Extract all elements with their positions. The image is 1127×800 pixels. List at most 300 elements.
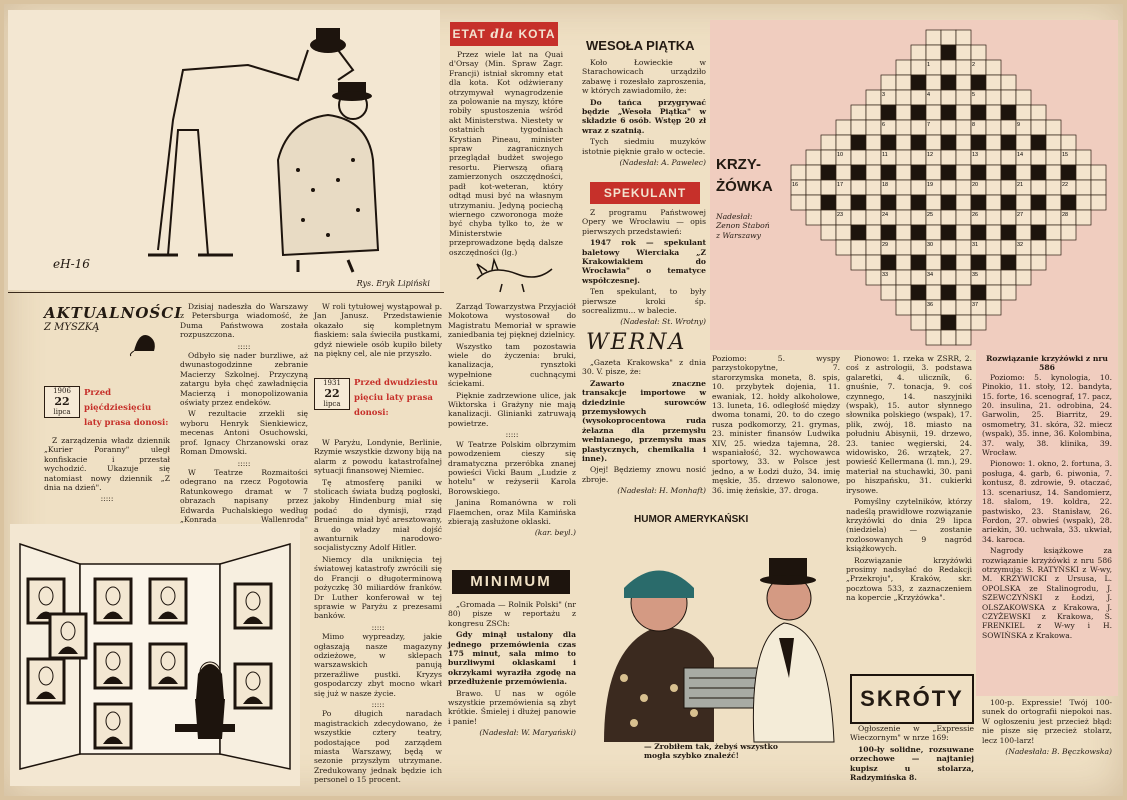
crossword-cell [836, 240, 851, 255]
crossword-cell [821, 195, 836, 210]
crossword-cell [1076, 165, 1091, 180]
crossword-cell [881, 195, 896, 210]
crossword-cell [1031, 225, 1046, 240]
crossword-cell [896, 300, 911, 315]
crossword-cell [956, 150, 971, 165]
crossword-cell [851, 255, 866, 270]
crossword-cell [926, 135, 941, 150]
crossword-cell [821, 135, 836, 150]
crossword-cell [896, 105, 911, 120]
crossword-cell [1046, 135, 1061, 150]
crossword-cell [896, 165, 911, 180]
crossword-cell [866, 255, 881, 270]
crossword-cell [926, 45, 941, 60]
crossword-cell [1061, 165, 1076, 180]
crossword-number: 20 [972, 182, 979, 188]
crossword-cell [821, 165, 836, 180]
cartoon-caption: Rys. Eryk Lipiński [356, 279, 430, 288]
wesola-text: Koło Łowieckie w Starachowicach urządziło zabawę i rozesłało zaproszenia, w których zawiadomiło, że: Do tańca przygrywać będzie „Wesoła Piątka" w składzie 6 osób. Wstęp 20 zł wraz z szatnią. Tych siedmiu muzyków istotnie pięknie grało w octecie. (Nadesłał: A. Pawelec) [582, 58, 706, 168]
crossword-cell [1031, 210, 1046, 225]
crossword-cell [911, 300, 926, 315]
crossword-cell [956, 255, 971, 270]
crossword-cell [986, 240, 1001, 255]
crossword-cell [896, 120, 911, 135]
crossword-cell [851, 165, 866, 180]
date-1931: 1931 22 lipca [314, 378, 350, 410]
crossword-cell [941, 270, 956, 285]
crossword-cell [911, 45, 926, 60]
crossword-cell [1031, 255, 1046, 270]
crossword-cell [911, 240, 926, 255]
crossword-cell [806, 165, 821, 180]
crossword-cell [956, 315, 971, 330]
crossword-cell [1091, 180, 1106, 195]
crossword-cell [956, 120, 971, 135]
crossword-number: 17 [837, 182, 844, 188]
crossword-cell [926, 165, 941, 180]
akt-text-3: W roli tytułowej wystąpował p. Jan Janusz. Przedstawienie okazało się kompletnym fiaskiem: sala świeciła pustkami, gdyż niewiele osób kupiło bilety na piękny cel, ale nie przyszło. [314, 302, 442, 359]
crossword-cell [1031, 150, 1046, 165]
crossword-cell [956, 210, 971, 225]
crossword-cell [971, 285, 986, 300]
crossword-cell [836, 120, 851, 135]
crossword-number: 26 [972, 212, 979, 218]
cat-drawing [472, 244, 562, 294]
crossword-cell [1031, 240, 1046, 255]
crossword-cell [956, 225, 971, 240]
crossword-number: 6 [882, 122, 886, 128]
crossword-cell [1001, 255, 1016, 270]
crossword-cell [1001, 75, 1016, 90]
akt-text-1: Z zarządzenia władz dziennik „Kurier Poranny" uległ konfiskacie i przestał wychodzić. Ukazuje się natomiast nowy dziennik „Z dnia na dzień". ::::: [44, 436, 170, 504]
crossword-cell [881, 255, 896, 270]
crossword-number: 32 [1017, 242, 1024, 248]
crossword-number: 12 [927, 152, 934, 158]
crossword-number: 9 [1017, 122, 1021, 128]
crossword-cell [956, 330, 971, 345]
crossword-cell [941, 225, 956, 240]
crossword-cell [956, 90, 971, 105]
crossword-cell [1001, 165, 1016, 180]
crossword-cell [881, 285, 896, 300]
crossword-cell [896, 195, 911, 210]
crossword-cell [866, 195, 881, 210]
crossword-cell [971, 105, 986, 120]
crossword-cell [911, 315, 926, 330]
crossword-cell [866, 165, 881, 180]
crossword-cell [896, 285, 911, 300]
head-1906: Przed pięćdziesięciu laty prasa donosi: [84, 388, 169, 428]
crossword-cell [971, 225, 986, 240]
crossword-cell [986, 210, 1001, 225]
crossword-number: 21 [1017, 182, 1024, 188]
crossword-cell [911, 270, 926, 285]
crossword-number: 1 [927, 62, 931, 68]
crossword-cell [1046, 165, 1061, 180]
crossword-cell [836, 225, 851, 240]
crossword-cell [821, 150, 836, 165]
crossword-cell [1076, 180, 1091, 195]
crossword-cell [836, 135, 851, 150]
crossword-cell [941, 210, 956, 225]
crossword-cell [956, 300, 971, 315]
crossword-number: 22 [1062, 182, 1069, 188]
crossword-cell [866, 210, 881, 225]
crossword-cell [911, 120, 926, 135]
crossword-number: 2 [972, 62, 976, 68]
crossword-cell [956, 165, 971, 180]
gallery-illustration [10, 524, 300, 786]
crossword-number: 11 [882, 152, 888, 158]
crossword-cell [926, 225, 941, 240]
crossword-cell [866, 240, 881, 255]
crossword-number: 7 [927, 122, 931, 128]
crossword-cell [866, 105, 881, 120]
crossword-cell [1016, 270, 1031, 285]
crossword-cell [1031, 165, 1046, 180]
crossword-cell [986, 285, 1001, 300]
crossword-cell [866, 135, 881, 150]
crossword-cell [926, 330, 941, 345]
crossword-number: 34 [927, 272, 934, 278]
crossword-cell [941, 315, 956, 330]
crossword-cell [1046, 195, 1061, 210]
clues-poziomo: Poziomo: 5. wyspy parzystokopytne, 7. starorzymska moneta, 8. spis, 10. przybytek dojenia, 11. ewaniak, 12. hołdy alkoholowe, 13. luneta, 16. odległość między dwoma tonami, 20. to do czego rusza podkomorzy, 21. grymas, 23. minister finansów Ludwika XIV, 25. wiedza tajemna, 28. wspaniałość, 32. wychowawca sportowy, 33. w Polsce jest jedno, a w Łodzi dużo, 34. imię męskie, 35. drzewo salonowe, 36. imię żeńskie, 37. droga. [712, 354, 840, 495]
humor-cartoon [584, 528, 844, 742]
crossword-cell [881, 225, 896, 240]
crossword-cell [941, 330, 956, 345]
crossword-cell [1031, 180, 1046, 195]
crossword-cell [986, 180, 1001, 195]
crossword-cell [851, 240, 866, 255]
crossword-cell [1001, 150, 1016, 165]
crossword-number: 37 [972, 302, 979, 308]
aktualnosci-header: AKTUALNOŚCI Z MYSZKĄ [44, 304, 164, 354]
crossword-cell [911, 60, 926, 75]
crossword-number: 24 [882, 212, 889, 218]
crossword-cell [896, 180, 911, 195]
crossword-cell [821, 225, 836, 240]
crossword-number: 3 [882, 92, 886, 98]
crossword-cell [1046, 120, 1061, 135]
crossword-cell [1046, 225, 1061, 240]
crossword-cell [956, 75, 971, 90]
crossword-number: 5 [972, 92, 976, 98]
crossword-cell [1076, 150, 1091, 165]
skroty-title: SKRÓTY [850, 674, 974, 724]
crossword-cell [1016, 225, 1031, 240]
crossword-cell [971, 165, 986, 180]
crossword-cell [911, 75, 926, 90]
crossword-cell [926, 315, 941, 330]
crossword-number: 13 [972, 152, 979, 158]
crossword-cell [851, 225, 866, 240]
crossword-cell [911, 195, 926, 210]
crossword-cell [1046, 210, 1061, 225]
crossword-cell [896, 255, 911, 270]
crossword-cell [941, 240, 956, 255]
crossword-cell [1091, 195, 1106, 210]
crossword-cell [941, 75, 956, 90]
crossword-cell [941, 60, 956, 75]
crossword-cell [896, 210, 911, 225]
crossword-number: 36 [927, 302, 934, 308]
crossword-cell [806, 210, 821, 225]
crossword-cell [1061, 135, 1076, 150]
crossword-cell [956, 270, 971, 285]
crossword-cell [911, 210, 926, 225]
crossword-cell [1001, 210, 1016, 225]
crossword-cell [836, 195, 851, 210]
crossword-cell [926, 105, 941, 120]
crossword-cell [1091, 165, 1106, 180]
crossword-cell [866, 270, 881, 285]
crossword-cell [986, 165, 1001, 180]
crossword-cell [1001, 105, 1016, 120]
crossword-cell [926, 30, 941, 45]
crossword-cell [926, 75, 941, 90]
crossword-number: 35 [972, 272, 979, 278]
crossword-cell [941, 195, 956, 210]
crossword-cell [866, 225, 881, 240]
crossword-cell [881, 105, 896, 120]
crossword-number: 33 [882, 272, 889, 278]
crossword-cell [791, 195, 806, 210]
crossword-number: 30 [927, 242, 934, 248]
akt-text-4: W Paryżu, Londynie, Berlinie, Rzymie wszystkie dzwony biją na alarm z powodu katastrofalnej sytuacji finansowej Niemiec. Tę atmosferę paniki w stolicach świata budzą pogłoski, jakoby Hindenburg miał się podać do dymisji, rząd Brueninga miał być aresztowany, a do władzy miał dojść awanturnik narodowo-socjalistyczny Adolf Hitler. Niemcy dla uniknięcia tej światowej katastrofy zwrócili się do Francji o długoterminową pożyczkę 30 miliardów franków. Dr Luther konferował w tej sprawie w Paryżu z prezesami banków. ::::: Mimo wypreadzy, jakie ogłaszają nasze magazyny odzieżowe, w sklepach warszawskich panują przeraźliwe pustki. Kryzys gospodarczy zbyt mocno wkarł się już w nasze życie. ::::: Po długich naradach magistrackich zdecydowano, że wszystkie cztery teatry, podostające pod zarządem miasta Warszawy, będą w sezonie przyszłym utrzymane. Zredukowany jednak będzie ich personel o 15 procent. [314, 438, 442, 785]
crossword-cell [1001, 195, 1016, 210]
crossword-cell [986, 150, 1001, 165]
crossword-cell [1001, 120, 1016, 135]
crossword-cell [986, 105, 1001, 120]
crossword-cell [1046, 240, 1061, 255]
crossword-cell [971, 45, 986, 60]
crossword-cell [941, 150, 956, 165]
crossword-cell [851, 150, 866, 165]
crossword-grid[interactable] [789, 28, 1109, 343]
crossword-cell [911, 285, 926, 300]
crossword-cell [896, 270, 911, 285]
crossword-cell [1016, 195, 1031, 210]
clues-pionowo: Pionowo: 1. rzeka w ZSRR, 2. coś z astrologii, 3. podstawa galaretki, 4. uliczník, 6. gnuśnie, 7. tonacja, 9. coś czynnego, 14. naszyjniki (wspak), 15. autor słynnego słownika polskiego (wspak), 17. plik, zwój, 18. miasto na południu Abisynii, 19. drzewo, 23. taniec węgierski, 24. widowisko, 26. wrzątek, 27. powieść Kellermana (l. mn.), 29. materiał na stuchawki, 30. pani po hiszpańsku, 31. cukierki irysowe. Pomyślny czytelników, którzy nadeślą prawidłowe rozwiązanie krzyżówki do dnia 29 lipca (niedziela) — zostanie rozlosowanych 9 nagród książkowych. Rozwiązanie krzyżówki prosimy nadsyłać do Redakcji „Przekroju", Kraków, skr. pocztowa 533, z zaznaczeniem na kopercie „Krzyżówka". [846, 354, 972, 603]
crossword-cell [911, 150, 926, 165]
crossword-cell [1031, 135, 1046, 150]
crossword-cell [851, 180, 866, 195]
crossword-cell [986, 270, 1001, 285]
crossword-cell [1031, 120, 1046, 135]
mouse-icon [129, 326, 159, 356]
crossword-cell [1061, 195, 1076, 210]
crossword-cell [941, 120, 956, 135]
crossword-cell [986, 300, 1001, 315]
crossword-cell [896, 60, 911, 75]
humor-title: HUMOR AMERYKAŃSKI [634, 514, 749, 525]
crossword-cell [956, 240, 971, 255]
crossword-cell [986, 135, 1001, 150]
cartoon-signature: eH-16 [53, 257, 90, 271]
crossword-cell [1016, 105, 1031, 120]
crossword-cell [1001, 270, 1016, 285]
crossword-cell [956, 135, 971, 150]
crossword-cell [911, 105, 926, 120]
crossword-cell [911, 165, 926, 180]
crossword-cell [941, 255, 956, 270]
crossword-cell [1001, 135, 1016, 150]
werna-title: WERNA [586, 330, 687, 355]
crossword-cell [1076, 195, 1091, 210]
crossword-cell [851, 210, 866, 225]
crossword-cell [926, 285, 941, 300]
crossword-cell [941, 165, 956, 180]
crossword-cell [971, 195, 986, 210]
wesola-title: WESOŁA PIĄTKA [586, 38, 695, 53]
crossword-number: 19 [927, 182, 934, 188]
crossword-cell [1046, 150, 1061, 165]
akt-text-5: Zarząd Towarzystwa Przyjaciół Mokotowa wystosował do Magistratu Memoriał w sprawie zaniedbania tej pięknej dzielnicy. Wszystko tam pozostawia wiele do życzenia: bruki, kanalizacja, rynsztoki wypełnione cuchnącymi ściekami. Pięknie zadrzewione ulice, jak Wiktorska i Grażyny nie mają kanalizacji. Glinianki zatruwają powietrze. ::::: W Teatrze Polskim olbrzymim powodzeniem cieszy się dramatyczna przeróbka znanej powieści Vicki Baum „Ludzie z hotelu" w reżyserii Karola Borowskiego. Janina Romanówna w roli Flaemchen, oraz Mila Kamińska zbierają zasłużone oklaski. (kar. beyl.) [448, 302, 576, 538]
head-1931: Przed dwudziestu pięciu laty prasa donosi: [354, 378, 438, 418]
cartoon-lipinski [8, 10, 440, 290]
crossword-number: 18 [882, 182, 889, 188]
crossword-cell [911, 135, 926, 150]
crossword-cell [941, 285, 956, 300]
crossword-cell [986, 225, 1001, 240]
werna-text: „Gazeta Krakowska" z dnia 30. V. pisze, że: Zawarto znaczne transakcje importowe w dziedzinie surowców przemysłowych (wysokoprocentowa ruda żelazna dla przemysłu wełnianego, przemysłu mas plastycznych, chemikalia i inne). Ojej! Będziemy znowu nosić zbroje. (Nadesłał: H. Monhaft) [582, 358, 706, 496]
crossword-cell [851, 120, 866, 135]
crossword-cell [1016, 165, 1031, 180]
crossword-cell [911, 90, 926, 105]
divider [8, 292, 444, 293]
crossword-cell [986, 120, 1001, 135]
crossword-number: 4 [927, 92, 931, 98]
crossword-cell [1046, 180, 1061, 195]
crossword-cell [896, 150, 911, 165]
crossword-cell [926, 255, 941, 270]
crossword-cell [1016, 255, 1031, 270]
spekulant-text: Z programu Państwowej Opery we Wrocławiu — opis pierwszych przedstawień: 1947 rok — spekulant baletowy Wierciaka „Z Krakowiakiem do Wrocławia" o tematyce współczesnej. Ten spekulant, to były pierwsze kroki śp. socrealizmu... w balecie. (Nadesłał: St. Wrotny) [582, 208, 706, 327]
crossword-cell [986, 60, 1001, 75]
crossword-number: 28 [1062, 212, 1069, 218]
crossword-cell [956, 285, 971, 300]
crossword-cell [941, 180, 956, 195]
solution-text: Rozwiązanie krzyżówki z nru 586 Poziomo: 5. kynologia, 10. Pinokio, 11. stoły, 12. bandyta, 15. forte, 16. scenograf, 17. pacz, 20. insulina, 21. odrobina, 24. Garwolin, 25. Biarritz, 29. osmometry, 31. skóra, 32. miecz (wspak), 35. inne, 36. Kolombina, 37. waly, 38. klinika, 39. Wrocław. Pionowo: 1. okno, 2. fortuna, 3. posługa, 4. garb, 6. piwonia, 7. kontusz, 8. zdrowie, 9. otaczać, 13. scenariusz, 14. Sandomierz, 18. słalom, 19. koldra, 22. pastwisko, 23. Stanisław, 26. Fordon, 27. obwieś (wspak), 28. ariekin, 30. uchwała, 33. ukwiał, 34. karoca. Nagrody książkowe za rozwiązanie krzyżówki z nru 586 otrzymują: S. RATYŃSKI z W-wy, M. KRZYWICKI z Ursusa, L. OPOLSKA ze Stalinogrodu, J. SZEWCZYŃSKI z Łodzi, J. OLSZAKOWSKA z Krakowa, J. CZYŻEWSKI z Krakowa, S. FRENKIEL z W-wy i H. SOWIŃSKA z Krakowa. [982, 354, 1112, 640]
crossword-cell [971, 75, 986, 90]
crossword-sender: Nadesłał: Zenon Staboń z Warszawy [716, 212, 770, 240]
crossword-cell [971, 255, 986, 270]
crossword-title: KRZY- ŻÓWKA [716, 156, 773, 195]
crossword-cell [956, 30, 971, 45]
humor-caption: — Zrobiłem tak, żebyś wszystko mogła szybko znaleźć! [644, 742, 778, 761]
crossword-cell [1001, 240, 1016, 255]
crossword-cell [911, 180, 926, 195]
crossword-number: 14 [1017, 152, 1024, 158]
cartoon-illustration [8, 10, 440, 280]
crossword-cell [956, 180, 971, 195]
crossword-cell [866, 120, 881, 135]
newspaper-page [4, 4, 1123, 796]
crossword-number: 23 [837, 212, 844, 218]
crossword-cell [806, 195, 821, 210]
date-1906: 1906 22 lipca [44, 386, 80, 418]
spekulant-title: SPEKULANT [590, 182, 700, 204]
crossword-cell [836, 165, 851, 180]
crossword-cell [896, 225, 911, 240]
crossword-cell [806, 180, 821, 195]
crossword-cell [881, 165, 896, 180]
crossword-cell [1031, 195, 1046, 210]
crossword-cell [881, 135, 896, 150]
humor-illustration [584, 528, 844, 742]
crossword-cell [1031, 105, 1046, 120]
crossword-cell [941, 45, 956, 60]
crossword-number: 31 [972, 242, 979, 248]
crossword-cell [941, 90, 956, 105]
skroty-text: Ogłoszenie w „Expressie Wieczornym" w nrze 169: 100-ły solidne, rozsuwane orzechowe — najtaniej kupisz u stolarza, Radzymińska 8. [850, 724, 974, 783]
crossword-cell [851, 195, 866, 210]
crossword-cell [911, 255, 926, 270]
crossword-cell [851, 135, 866, 150]
crossword-cell [956, 60, 971, 75]
gallery-cartoon [10, 524, 300, 786]
crossword-cell [866, 90, 881, 105]
minimum-text: „Gromada — Rolnik Polski" (nr 80) pisze w reportażu z kongresu ZSCh: Gdy minął ustalony dla jednego przemówienia czas 175 minut, sala mimo to burzliwymi oklaskami i okrzykami wyraziła zgodę na przedłużenie przemówienia. Brawo. U nas w ogóle wszystkie przemówienia są zbyt krótkie. Śmielej i dłużej panowie i panie! (Nadesłał: W. Maryański) [448, 600, 576, 738]
crossword-cell [866, 180, 881, 195]
etat-title: ETAT dla KOTA [450, 22, 558, 46]
crossword-cell [1076, 210, 1091, 225]
crossword-cell [1001, 225, 1016, 240]
crossword-cell [1001, 90, 1016, 105]
crossword-cell [896, 135, 911, 150]
etat-text: Przez wiele lat na Quai d'Orsay (Min. Spraw Zagr. Francji) istniał skromny etat dla kota. Kot odżwierany otrzymywał wynagrodzenie za polowanie na myszy, które robiły spustoszenia wśród akt Ministerstwa. Niestety w ostatnich tygodniach Krystian Pineau, minister spraw zagranicznych przeglądał budżet swojego resortu. Pierwszą ofiarą zamierzonych oszczędności, padł kot-weteran, który odtąd musi być na własnym utrzymaniu. Jedyną pociechą wiernego czworonoga może być chyba tylko to, że w Ministerstwie przeprowadzone będą dalsze oszczędności (lg.) [449, 50, 563, 257]
crossword-cell [986, 255, 1001, 270]
crossword-cell [956, 105, 971, 120]
crossword-cell [941, 135, 956, 150]
skroty-text-2: 100-p. Expressie! Twój 100-sunek do ortografii niepokoi nas. W ogłoszeniu jest przecież błąd: nie pisze się przecież stolarz, lecz 100-larz! (Nadesłała: B. Bęczkowska) [982, 698, 1112, 757]
crossword-number: 29 [882, 242, 889, 248]
crossword-cell [971, 315, 986, 330]
crossword-cell [986, 195, 1001, 210]
crossword-number: 15 [1062, 152, 1069, 158]
crossword-cell [941, 30, 956, 45]
crossword-cell [1001, 180, 1016, 195]
crossword-cell [806, 150, 821, 165]
minimum-title: MINIMUM [452, 570, 570, 594]
crossword-cell [821, 180, 836, 195]
crossword-cell [821, 210, 836, 225]
crossword-number: 10 [837, 152, 844, 158]
akt-text-2: Dzisiaj nadeszła do Warszawy z Petersburga wiadomość, że Duma Państwowa została rozpuszczona. ::::: Odbyło się nader burzliwe, aż dwunastogodzinne zebranie Macierzy Szkolnej. Przyczyną zatargu była chęć zawładnięcia Macierzą i monopolizowania oświaty przez endeków. W rezultacie zrzekli się wyboru Henryk Sienkiewicz, mecenas Antoni Osuchowski, prof. Ignacy Chrzanowski oraz Roman Dmowski. ::::: W Teatrze Rozmaitości odegrano na rzecz Pogotowia Ratunkowego dramat w 7 obrazach napisany przez Edwarda Puchalskiego według „Konrada Wallenroda" [180, 302, 308, 524]
crossword-cell [791, 165, 806, 180]
crossword-cell [956, 195, 971, 210]
crossword-cell [1016, 90, 1031, 105]
crossword-cell [866, 150, 881, 165]
crossword-cell [971, 135, 986, 150]
crossword-number: 27 [1017, 212, 1024, 218]
crossword-cell [941, 300, 956, 315]
crossword-cell [1016, 135, 1031, 150]
crossword-cell [926, 195, 941, 210]
crossword-cell [1001, 285, 1016, 300]
crossword-cell [896, 75, 911, 90]
crossword-cell [941, 105, 956, 120]
crossword-cell [1061, 225, 1076, 240]
crossword-cell [896, 90, 911, 105]
crossword-number: 25 [927, 212, 934, 218]
crossword-cell [911, 225, 926, 240]
crossword-cell [986, 75, 1001, 90]
crossword-number: 8 [972, 122, 976, 128]
crossword-cell [851, 105, 866, 120]
crossword-cell [956, 45, 971, 60]
